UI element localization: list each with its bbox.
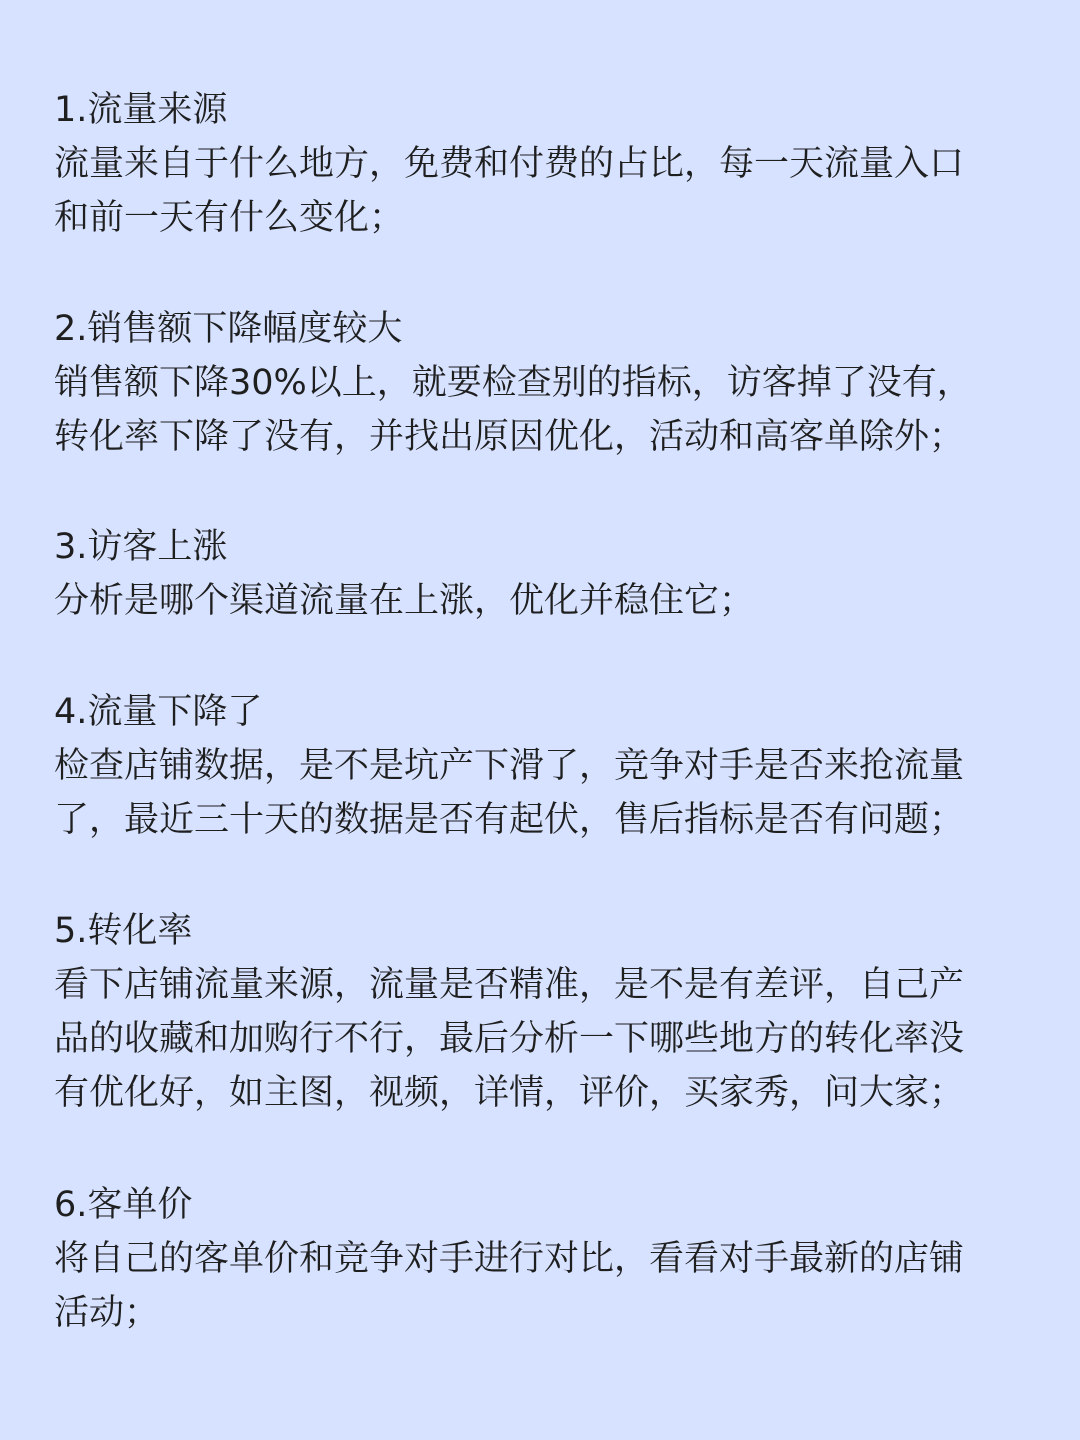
section-text-line: 看下店铺流量来源，流量是否精准，是不是有差评，自己产 [54,965,965,1005]
section-text-line: 转化率下降了没有，并找出原因优化，活动和高客单除外； [54,417,965,457]
section-heading: 1.流量来源 [54,90,228,130]
section-text-line: 和前一天有什么变化； [54,198,405,238]
section-traffic-source [54,83,1026,245]
section-text-line: 品的收藏和加购行不行，最后分析一下哪些地方的转化率没 [54,1019,965,1059]
section-heading: 5.转化率 [54,911,193,951]
section-text-line: 了，最近三十天的数据是否有起伏，售后指标是否有问题； [54,800,965,840]
section-heading: 2.销售额下降幅度较大 [54,309,403,349]
section-average-order-value [54,1178,1026,1340]
section-text-line: 检查店铺数据，是不是坑产下滑了，竞争对手是否来抢流量 [54,746,965,786]
section-text-line: 活动； [54,1293,160,1333]
section-visitor-rise [54,520,1026,628]
section-text-line: 分析是哪个渠道流量在上涨，优化并稳住它； [54,581,755,621]
section-traffic-drop [54,685,1026,847]
section-heading: 6.客单价 [54,1185,193,1225]
section-text-line: 有优化好，如主图，视频，详情，评价，买家秀，问大家； [54,1073,965,1113]
section-text-line: 将自己的客单价和竞争对手进行对比，看看对手最新的店铺 [54,1239,965,1279]
section-heading: 4.流量下降了 [54,692,263,732]
section-heading: 3.访客上涨 [54,527,228,567]
section-text-line: 流量来自于什么地方，免费和付费的占比，每一天流量入口 [54,144,965,184]
section-text-line: 销售额下降30%以上，就要检查别的指标，访客掉了没有， [54,363,972,403]
section-sales-drop [54,302,1026,464]
section-conversion-rate [54,904,1026,1120]
